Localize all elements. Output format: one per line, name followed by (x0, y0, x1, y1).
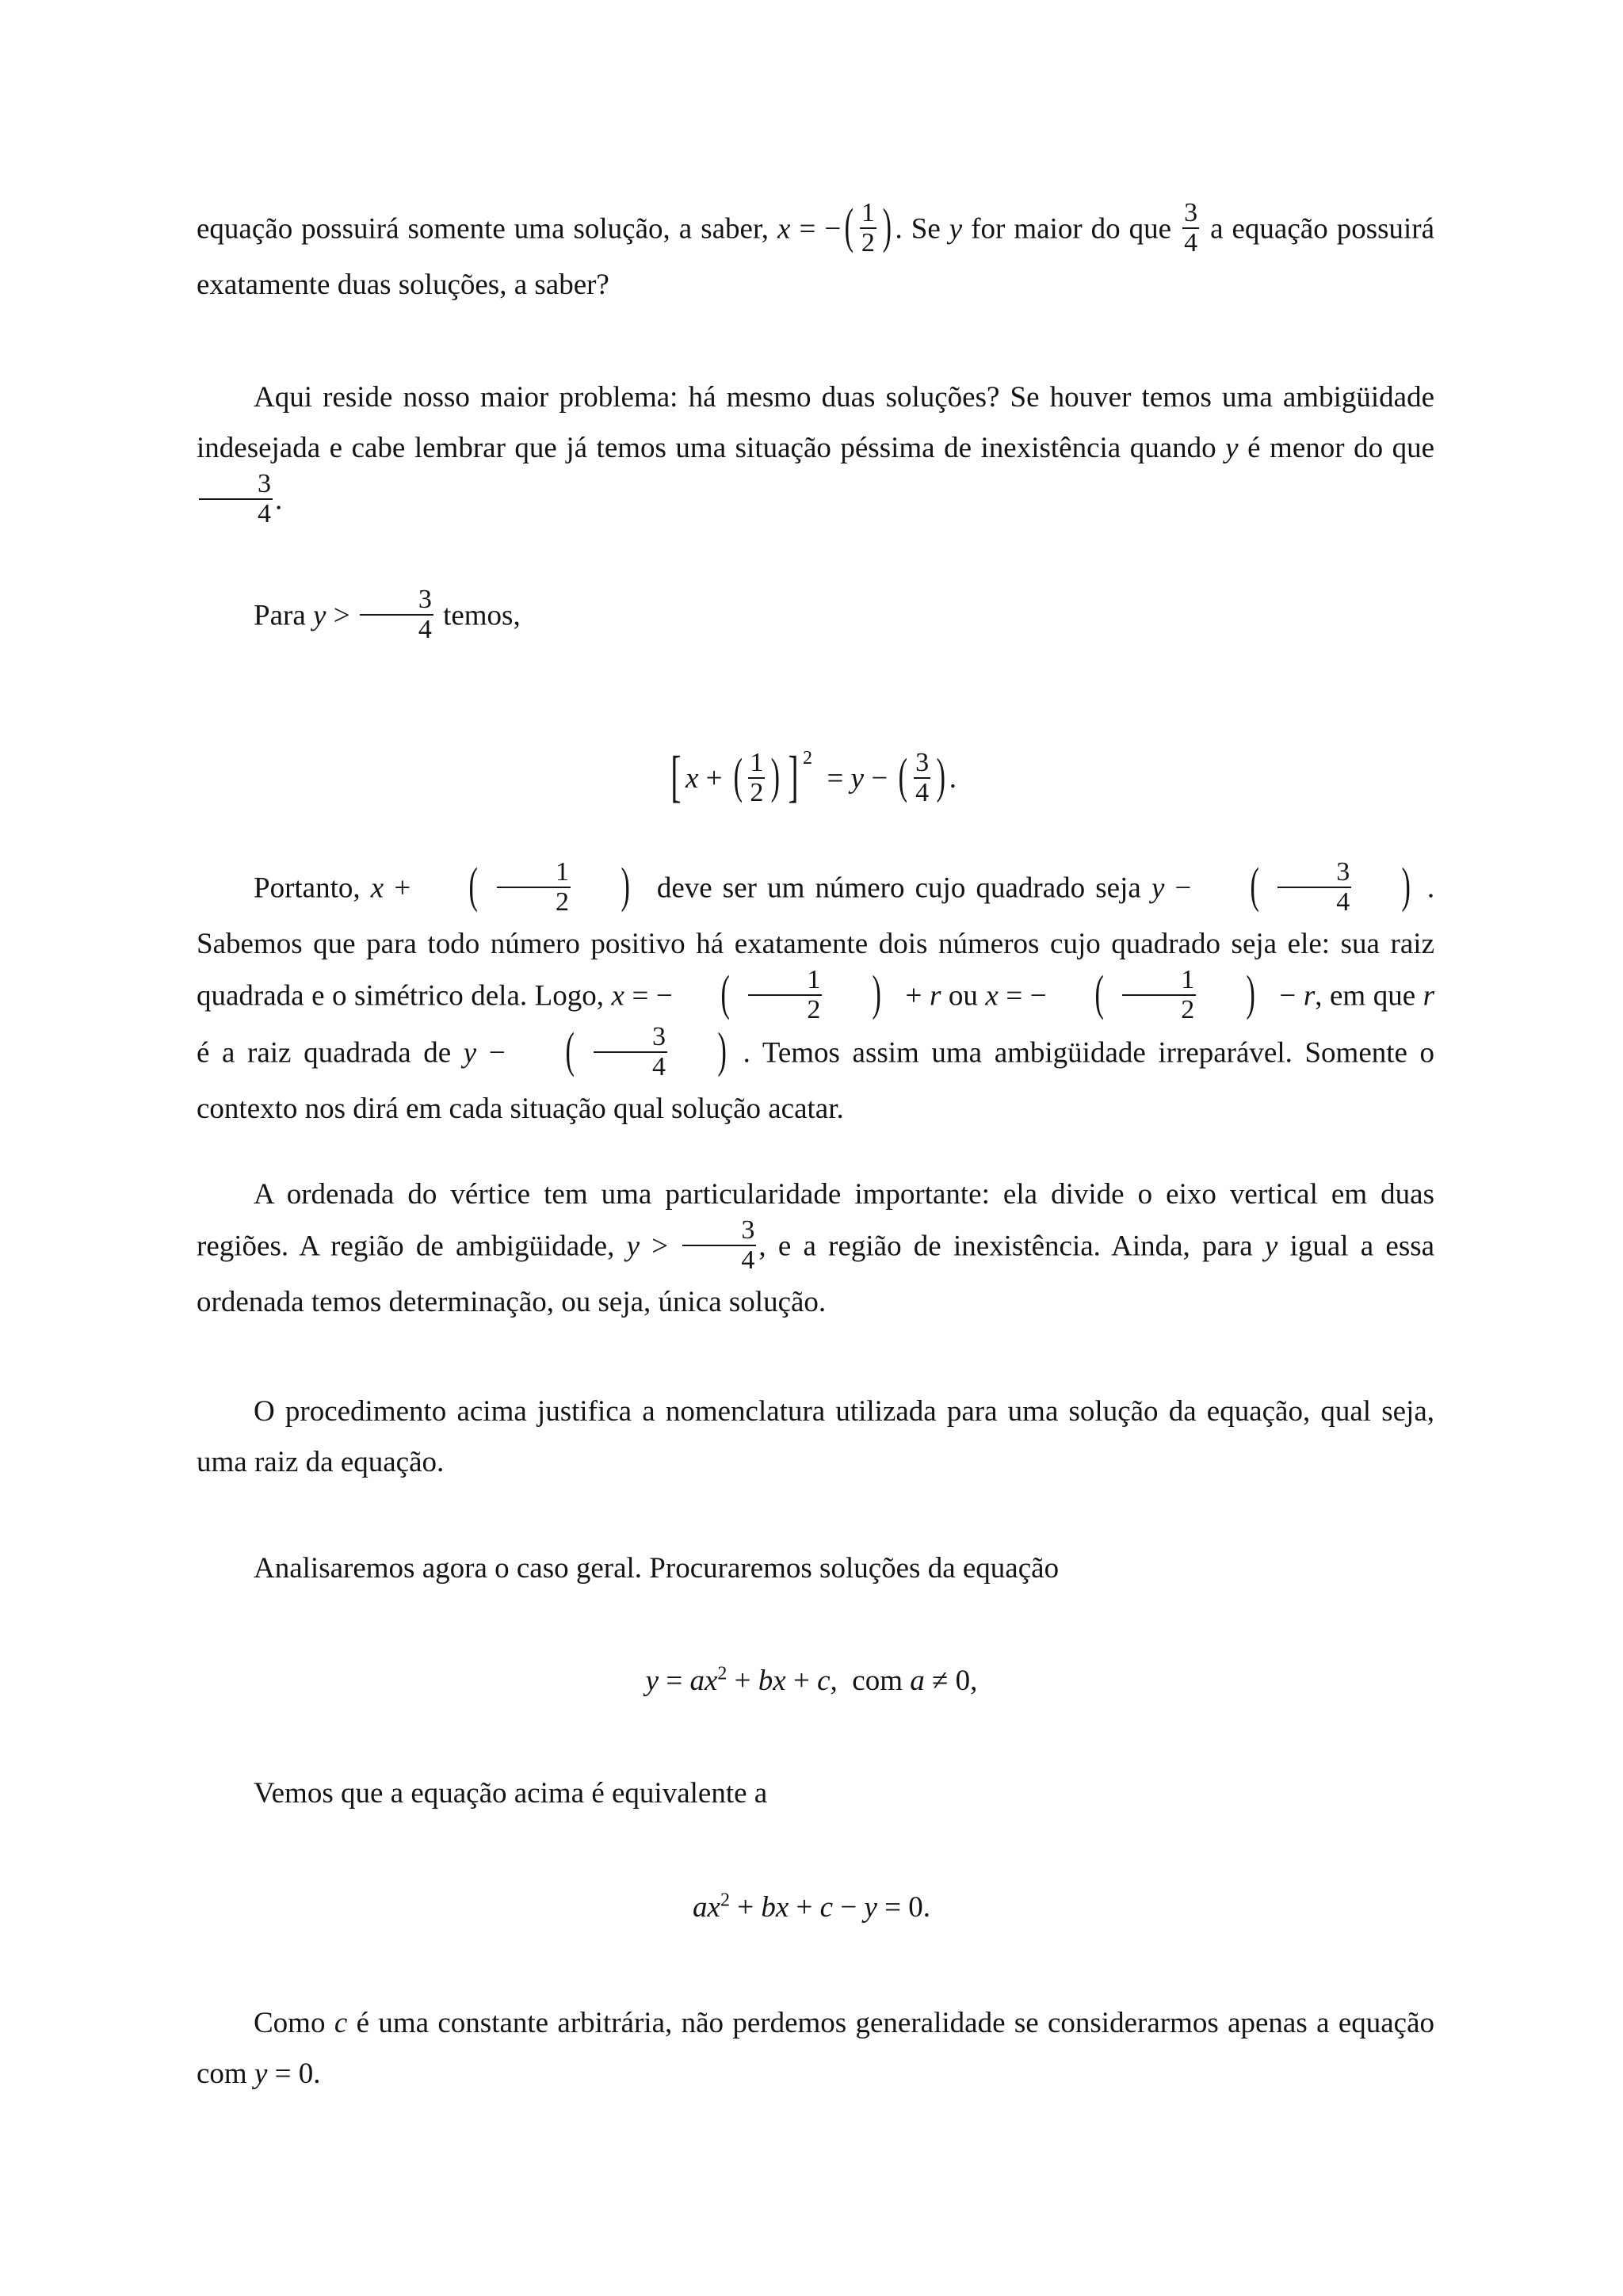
paragraph-6 (197, 1386, 1434, 1488)
minus-sign: − (1279, 979, 1296, 1013)
left-paren: ( (468, 859, 479, 913)
numerator: 3 (915, 747, 930, 777)
zero: 0. (298, 2058, 321, 2090)
p1-text-b: . Se (895, 212, 941, 246)
fraction-one-half (1122, 967, 1196, 1024)
var-x: x (370, 871, 384, 905)
denominator: 2 (750, 777, 764, 807)
var-r: r (1423, 979, 1435, 1013)
right-paren: ) (717, 1024, 727, 1077)
left-bracket: [ (670, 744, 682, 808)
p9-text-b: é uma constante arbitrária, não perdemos generalidade se considerarmos apenas a equação com (197, 2007, 1435, 2090)
numerator: 1 (748, 967, 822, 996)
fraction-three-quarters (360, 586, 433, 643)
left-paren: ( (899, 749, 908, 803)
numerator: 3 (1277, 859, 1351, 888)
var-y: y (1225, 432, 1239, 464)
right-paren: ) (771, 749, 781, 803)
left-paren: ( (844, 200, 854, 254)
plus-sign: + (705, 762, 723, 795)
exponent: 2 (717, 1663, 727, 1684)
p5-text-b: , e a região de inexistência. Ainda, para (758, 1230, 1253, 1263)
left-paren: ( (1094, 967, 1104, 1020)
p3-text-b: temos, (443, 599, 521, 632)
left-paren: ( (565, 1024, 575, 1077)
var-x: x (685, 762, 699, 795)
var-y: y (645, 1665, 659, 1697)
p2-text-c: . (275, 483, 283, 517)
fraction-three-quarters (1182, 200, 1199, 257)
var-y: y (864, 1891, 877, 1924)
numerator: 1 (861, 198, 875, 227)
equation-general-quadratic (0, 1656, 1623, 1707)
var-y: y (850, 762, 865, 795)
greater-than-sign: > (651, 1230, 669, 1263)
denominator: 2 (556, 887, 570, 917)
denominator: 4 (915, 777, 930, 807)
numerator: 3 (682, 1217, 756, 1246)
p5-text-c: igual a essa ordenada temos determinação, ou seja, única solução. (197, 1230, 1435, 1318)
fraction-one-half (748, 967, 822, 1024)
var-y: y (626, 1230, 640, 1263)
equals-sign: = (274, 2058, 292, 2090)
fraction-one-half (748, 749, 765, 807)
term-c: c, (817, 1665, 838, 1697)
zero: 0, (955, 1665, 978, 1697)
greater-than-sign: > (333, 599, 350, 632)
fraction-three-quarters (594, 1024, 667, 1081)
paragraph-1 (197, 198, 1435, 311)
word-ou: ou (948, 979, 978, 1013)
numerator: 3 (594, 1024, 667, 1053)
var-c: c (334, 2007, 348, 2039)
p3-text-a: Para (254, 599, 306, 632)
right-paren: ) (936, 749, 946, 803)
equals-sign: = (799, 212, 816, 246)
plus-sign: + (905, 979, 922, 1013)
var-y: y (1264, 1230, 1278, 1263)
paragraph-2 (197, 372, 1434, 531)
var-a: a (910, 1665, 925, 1697)
minus-sign: − (655, 979, 673, 1013)
paragraph-7 (197, 1543, 1434, 1594)
numerator: 3 (1184, 198, 1198, 227)
term-bx: bx (761, 1891, 789, 1924)
p2-text-a: Aqui reside nosso maior problema: há mesmo duas soluções? Se houver temos uma ambigüidade indesejada e cabe lembrar que já temos uma situação péssima de inexistência quando (197, 381, 1434, 464)
denominator: 2 (861, 228, 875, 257)
var-x: x (611, 979, 624, 1013)
denominator: 4 (418, 615, 432, 644)
p6-text: O procedimento acima justifica a nomenclatura utilizada para uma solução da equação, qual seja, uma raiz da equação. (197, 1395, 1434, 1478)
equals-sign: = (632, 979, 649, 1013)
var-r: r (929, 979, 941, 1013)
p4-text-b: deve ser um número cujo quadrado seja (656, 871, 1141, 905)
var-r: r (1303, 979, 1316, 1013)
fraction-three-quarters (199, 471, 273, 528)
word-com: com (852, 1665, 903, 1697)
right-paren: ) (1246, 967, 1256, 1020)
paragraph-8 (197, 1768, 1434, 1819)
term-bx: bx (758, 1665, 786, 1697)
numerator: 3 (199, 471, 273, 500)
exponent: 2 (803, 748, 813, 769)
var-y: y (1151, 871, 1165, 905)
fraction-one-half (860, 200, 876, 257)
minus-sign: − (840, 1891, 857, 1924)
term-c: c (819, 1891, 834, 1924)
equals-sign: = (884, 1891, 901, 1924)
term-ax: ax (689, 1665, 718, 1697)
denominator: 4 (1184, 228, 1198, 257)
p9-text-a: Como (254, 2007, 326, 2039)
var-x: x (777, 212, 791, 246)
plus-sign: + (394, 871, 411, 905)
plus-sign: + (792, 1665, 810, 1697)
minus-sign: − (824, 212, 842, 246)
denominator: 4 (651, 1052, 666, 1081)
denominator: 4 (741, 1245, 755, 1275)
p4-text-c: . Sabemos que para todo número positivo há exatamente dois números cujo quadrado seja ele: sua raiz quadrada e o simétrico dela. Logo, (197, 871, 1435, 1013)
equation-completed-square (0, 733, 1623, 810)
var-y: y (463, 1036, 477, 1070)
right-paren: ) (1401, 859, 1411, 913)
minus-sign: − (1174, 871, 1192, 905)
p4-text-d: , em que (1315, 979, 1416, 1013)
p1-text-a: equação possuirá somente uma solução, a saber, (197, 212, 769, 246)
numerator: 1 (497, 859, 571, 888)
denominator: 4 (258, 499, 271, 528)
plus-sign: + (796, 1891, 813, 1924)
zero: 0. (908, 1891, 930, 1924)
equals-sign: = (827, 762, 844, 795)
p4-text-f: . Temos assim uma ambigüidade irreparável. Somente o contexto nos dirá em cada situação qual solução acatar. (197, 1036, 1435, 1125)
numerator: 3 (360, 586, 433, 616)
var-y: y (254, 2058, 268, 2090)
denominator: 2 (807, 995, 821, 1024)
fraction-three-quarters (682, 1217, 756, 1274)
var-y: y (313, 599, 327, 632)
equals-sign: = (666, 1665, 683, 1697)
p1-text-d: a equação possuirá exatamente duas soluções, a saber? (197, 212, 1435, 301)
p5-text-a: A ordenada do vértice tem uma particularidade importante: ela divide o eixo vertical em duas regiões. A região de ambigüidade, (197, 1178, 1434, 1263)
paragraph-3 (197, 585, 1434, 646)
equals-sign: = (1006, 979, 1023, 1013)
minus-sign: − (1029, 979, 1047, 1013)
fraction-three-quarters (1277, 859, 1351, 916)
p8-text: Vemos que a equação acima é equivalente a (254, 1777, 768, 1810)
right-bracket: ] (788, 744, 799, 808)
denominator: 4 (1336, 887, 1350, 917)
minus-sign: − (488, 1036, 506, 1070)
numerator: 1 (1122, 967, 1196, 996)
left-paren: ( (733, 749, 743, 803)
denominator: 2 (1181, 995, 1195, 1024)
equation-zero-form (0, 1882, 1623, 1933)
paragraph-5 (197, 1169, 1434, 1328)
var-y: y (949, 212, 963, 246)
paragraph-9 (197, 1998, 1434, 2100)
numerator: 1 (750, 747, 764, 777)
right-paren: ) (621, 859, 630, 913)
p2-text-b: é menor do que (1247, 432, 1435, 464)
p4-text-e: é a raiz quadrada de (197, 1036, 452, 1070)
fraction-one-half (497, 859, 571, 916)
right-paren: ) (872, 967, 882, 1020)
fraction-three-quarters (914, 749, 930, 807)
p7-text: Analisaremos agora o caso geral. Procuraremos soluções da equação (254, 1552, 1060, 1585)
term-ax: ax (693, 1891, 720, 1924)
right-paren: ) (882, 200, 892, 254)
p4-text-a: Portanto, (254, 871, 361, 905)
left-paren: ( (720, 967, 730, 1020)
p1-text-c: for maior do que (971, 212, 1172, 246)
var-x: x (985, 979, 999, 1013)
period: . (949, 762, 957, 795)
exponent: 2 (720, 1890, 730, 1911)
not-equal-sign: ≠ (932, 1665, 949, 1697)
left-paren: ( (1249, 859, 1259, 913)
paragraph-4 (197, 857, 1435, 1135)
plus-sign: + (734, 1665, 751, 1697)
minus-sign: − (871, 762, 888, 795)
plus-sign: + (737, 1891, 754, 1924)
